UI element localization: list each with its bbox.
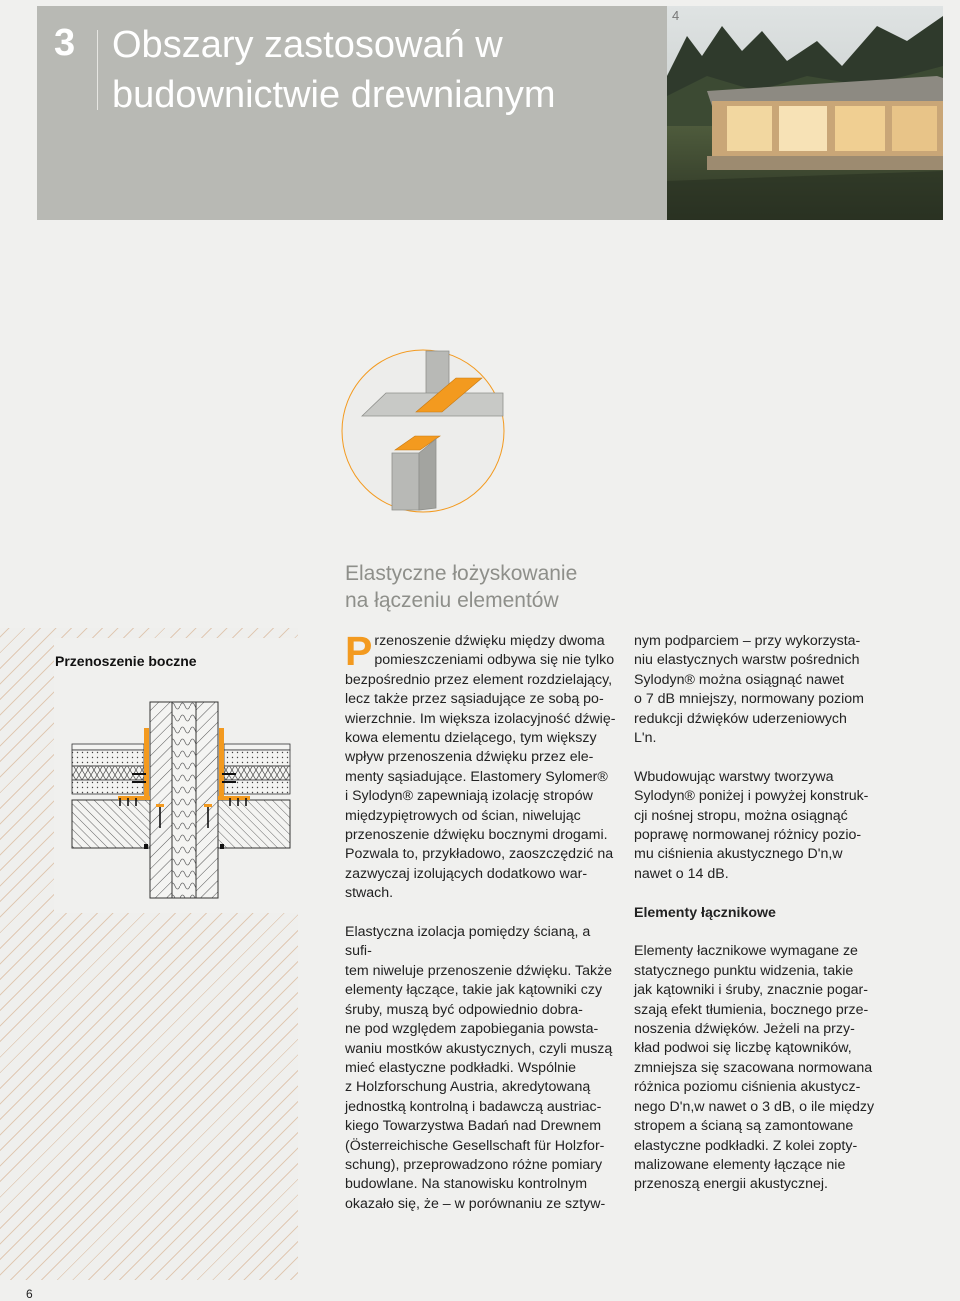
text-line: przenoszenie dźwięku bocznymi drogami. <box>345 827 608 844</box>
text-line: redukcji dźwięków uderzeniowych <box>634 710 847 727</box>
text-line: cji nośnej stropu, można osiągnąć <box>634 807 848 824</box>
paragraph-2 <box>345 923 620 1214</box>
text-line: różnica poziomu ciśnienia akustycz- <box>634 1079 861 1096</box>
subheading-connectors: Elementy łącznikowe <box>634 904 776 921</box>
text-line: lecz także przez sąsiadujące ze sobą po- <box>345 691 604 708</box>
text-line: poprawę normowanej różnicy pozio- <box>634 827 862 844</box>
text-line: Pozwala to, przykładowo, zaoszczędzić na <box>345 846 614 863</box>
text-line: kowa elementu dzielącego, tym większy <box>345 730 597 747</box>
section-heading-line-1: Elastyczne łożyskowanie <box>345 562 578 585</box>
text-line: Wbudowując warstwy tworzywa <box>634 768 834 785</box>
text-line: Elementy łacznikowe wymagane ze <box>634 943 858 960</box>
text-line: niu elastycznych warstw pośrednich <box>634 652 860 669</box>
text-line: Sylodyn® poniżej i powyżej konstruk- <box>634 788 869 805</box>
header-divider <box>97 30 98 110</box>
text-line: zazwyczaj izolujących dodatkowo war- <box>345 865 588 882</box>
text-line: z Holzforschung Austria, akredytowaną <box>345 1079 591 1096</box>
text-line: Elastyczna izolacja pomiędzy ścianą, a sufi- <box>345 924 591 960</box>
chapter-number: 3 <box>54 22 76 64</box>
text-line: jednostką kontrolną i badawczą austriac- <box>345 1098 602 1115</box>
text-line: i Sylodyn® zapewniają izolację stropów <box>345 788 593 805</box>
text-line: statycznego punktu widzenia, takie <box>634 962 854 979</box>
text-line: malizowane elementy łączące nie <box>634 1156 846 1173</box>
text-line: szają efekt tłumienia, bocznego prze- <box>634 1001 869 1018</box>
text-line: (Österreichische Gesellschaft für Holzfor- <box>345 1137 605 1154</box>
text-line: kiego Towarzystwa Badań nad Drewnem <box>345 1118 602 1135</box>
text-line: wierzchnie. Im większa izolacyjność dźwię- <box>345 710 616 727</box>
text-line: rzenoszenie dźwięku między dwoma <box>374 633 605 649</box>
drop-cap: P <box>345 628 373 674</box>
paragraph-5 <box>634 942 914 1194</box>
text-line: jak kątowniki i śruby, znacznie pogar- <box>634 982 868 999</box>
chapter-title-line-2: budownictwie drewnianym <box>112 74 556 116</box>
text-line: ne pod względem zapobiegania powsta- <box>345 1021 599 1038</box>
house-photo-illustration <box>667 6 943 220</box>
text-line: stropem a ścianą są zamontowane <box>634 1118 854 1135</box>
text-line: budowlane. Na stanowisku kontrolnym <box>345 1176 588 1193</box>
text-line: L'n. <box>634 730 657 747</box>
text-line: noszenia dźwięków. Jeżeli na przy- <box>634 1021 855 1038</box>
text-line: bezpośrednio przez element rozdzielający, <box>345 671 613 688</box>
text-line: stwach. <box>345 885 394 902</box>
text-line: międzypiętrowych od ścian, niwelując <box>345 807 581 824</box>
text-line: kład podwoi się liczbę kątowników, <box>634 1040 852 1057</box>
text-line: nawet o 14 dB. <box>634 865 729 882</box>
text-line: mieć elastyczne podkładki. Wspólnie <box>345 1059 577 1076</box>
section-heading <box>345 560 665 614</box>
text-line: wpływ przenoszenia dźwięku przez ele- <box>345 749 594 766</box>
text-line: schung), przeprowadzono różne pomiary <box>345 1156 603 1173</box>
text-line: waniu mostków akustycznych, czyli muszą <box>345 1040 613 1057</box>
text-line: menty sąsiadujące. Elastomery Sylomer® <box>345 768 608 785</box>
text-line: nym podparciem – przy wykorzysta- <box>634 633 861 649</box>
text-line: okazało się, że – w porównaniu ze sztyw- <box>345 1195 606 1212</box>
text-line: elastyczne podkładki. Z kolei zopty- <box>634 1137 858 1154</box>
text-line: elementy łączące, takie jak kątowniki czy <box>345 982 603 999</box>
text-line: tem niweluje przenoszenie dźwięku. Także <box>345 962 613 979</box>
text-line: Sylodyn® można osiągnąć nawet <box>634 671 844 688</box>
house-photo <box>667 6 943 220</box>
photo-number: 4 <box>672 8 680 23</box>
paragraph-3 <box>634 632 914 748</box>
text-line: o 7 dB mniejszy, normowany poziom <box>634 691 864 708</box>
chapter-title <box>112 20 556 120</box>
text-line: pomieszczeniami odbywa się nie tylko <box>374 652 615 669</box>
text-line: mu ciśnienia akustycznego D'n,w <box>634 846 843 863</box>
text-line: śruby, muszą być odpowiednio dobra- <box>345 1001 583 1018</box>
paragraph-4 <box>634 768 914 884</box>
body-column-2 <box>634 632 914 1195</box>
joint-bearing-diagram <box>340 348 506 514</box>
chapter-title-line-1: Obszary zastosowań w <box>112 24 503 66</box>
paragraph-1 <box>345 628 620 904</box>
text-line: nego D'n,w nawet o 3 dB, o ile między <box>634 1098 875 1115</box>
text-line: zmniejsza się szacowana normowana <box>634 1059 873 1076</box>
page-number: 6 <box>26 1287 33 1301</box>
section-heading-line-2: na łączeniu elementów <box>345 589 559 612</box>
text-line: przenoszą energii akustycznej. <box>634 1176 828 1193</box>
sidebar-label: Przenoszenie boczne <box>55 653 197 669</box>
flanking-transmission-cross-section <box>70 700 292 900</box>
body-column-1 <box>345 628 620 1214</box>
